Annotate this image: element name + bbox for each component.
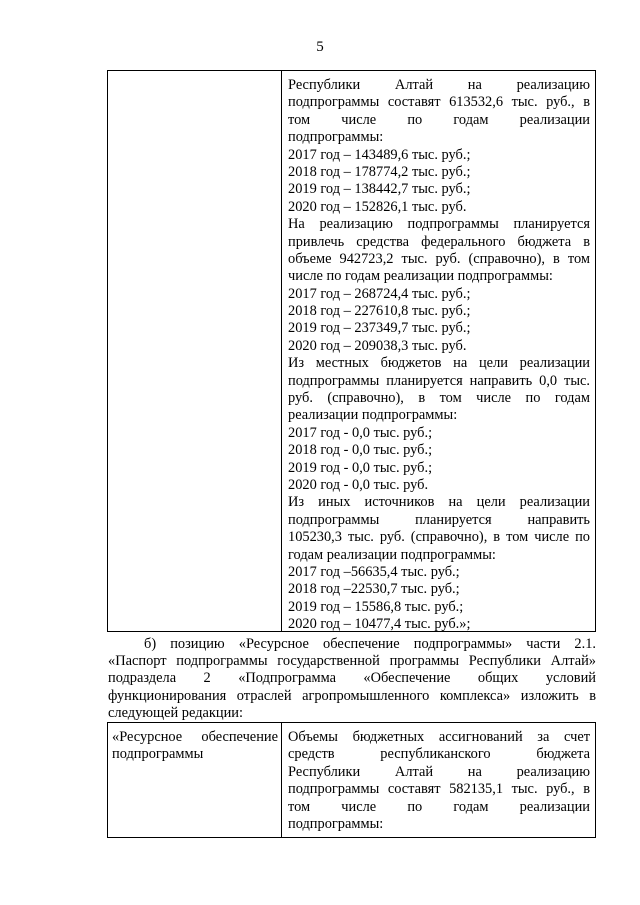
text-line: 2019 год – 138442,7 тыс. руб.; — [288, 181, 471, 198]
text-line: Объемы бюджетных ассигнований за счет — [288, 729, 590, 745]
text-line: подпрограммы: — [288, 815, 384, 832]
text-line: 2017 год – 143489,6 тыс. руб.; — [288, 146, 471, 163]
text-line: подпрограммы: — [288, 129, 384, 146]
text-line: том числе по годам реализации — [288, 798, 590, 815]
text-line: 2019 год - 0,0 тыс. руб.; — [288, 459, 433, 476]
text-line: б) позицию «Ресурсное обеспечение подпрограммы» части 2.1. — [144, 636, 596, 652]
amendment-paragraph — [108, 636, 596, 722]
table-cell-label — [108, 71, 282, 631]
text-line: подраздела 2 «Подпрограмма «Обеспечение общих условий — [108, 670, 596, 687]
text-line: 2018 год – 178774,2 тыс. руб.; — [288, 163, 471, 180]
text-line: 2020 год - 0,0 тыс. руб. — [288, 476, 429, 493]
table-cell-content — [282, 71, 595, 631]
text-line: годам реализации подпрограммы: — [288, 546, 496, 563]
text-line: подпрограммы составят 613532,6 тыс. руб., в — [288, 94, 590, 111]
text-line: 2018 год – 227610,8 тыс. руб.; — [288, 303, 471, 320]
text-line: руб. (справочно), в том числе по годам — [288, 390, 590, 407]
text-line: 2019 год – 15586,8 тыс. руб.; — [288, 598, 464, 615]
text-line: 2020 год – 10477,4 тыс. руб.»; — [288, 616, 471, 633]
text-line: Республики Алтай на реализацию — [288, 763, 590, 780]
text-line: 2017 год – 268724,4 тыс. руб.; — [288, 285, 471, 302]
text-line: 2018 год - 0,0 тыс. руб.; — [288, 442, 433, 459]
text-line: реализации подпрограммы: — [288, 407, 458, 424]
text-line: том числе по годам реализации — [288, 111, 590, 128]
text-line: 2017 год –56635,4 тыс. руб.; — [288, 563, 460, 580]
text-line: Из местных бюджетов на цели реализации — [288, 355, 590, 372]
text-line: «Ресурсное обеспечение — [112, 729, 278, 745]
text-line: «Паспорт подпрограммы государственной программы Республики Алтай» — [108, 653, 596, 670]
text-line: средств республиканского бюджета — [288, 746, 590, 763]
text-line: Республики Алтай на реализацию — [288, 77, 590, 93]
text-line: привлечь средства федерального бюджета в — [288, 233, 590, 250]
text-line: Из иных источников на цели реализации — [288, 494, 590, 511]
table-cell-content — [282, 723, 595, 837]
text-line: подпрограммы планируется направить — [288, 511, 590, 528]
text-line: следующей редакции: — [108, 704, 243, 721]
text-line: подпрограммы планируется направить 0,0 тыс. — [288, 372, 590, 389]
text-line: На реализацию подпрограммы планируется — [288, 216, 590, 233]
text-line: подпрограммы — [112, 746, 204, 762]
text-line: 2018 год –22530,7 тыс. руб.; — [288, 581, 460, 598]
text-line: 2019 год – 237349,7 тыс. руб.; — [288, 320, 471, 337]
text-line: 2020 год – 209038,3 тыс. руб. — [288, 337, 467, 354]
table-cell-label — [108, 723, 282, 837]
text-line: числе по годам реализации подпрограммы: — [288, 268, 553, 285]
text-line: 2020 год – 152826,1 тыс. руб. — [288, 198, 467, 215]
text-line: 2017 год - 0,0 тыс. руб.; — [288, 424, 433, 441]
text-line: функционирования отраслей агропромышленного комплекса» изложить в — [108, 687, 596, 704]
resource-table-continued — [107, 70, 596, 632]
page-number: 5 — [316, 39, 324, 55]
text-line: объеме 942723,2 тыс. руб. (справочно), в том — [288, 250, 590, 267]
resource-table-new — [107, 722, 596, 838]
text-line: подпрограммы составят 582135,1 тыс. руб., в — [288, 781, 590, 798]
text-line: 105230,3 тыс. руб. (справочно), в том числе по — [288, 529, 590, 546]
